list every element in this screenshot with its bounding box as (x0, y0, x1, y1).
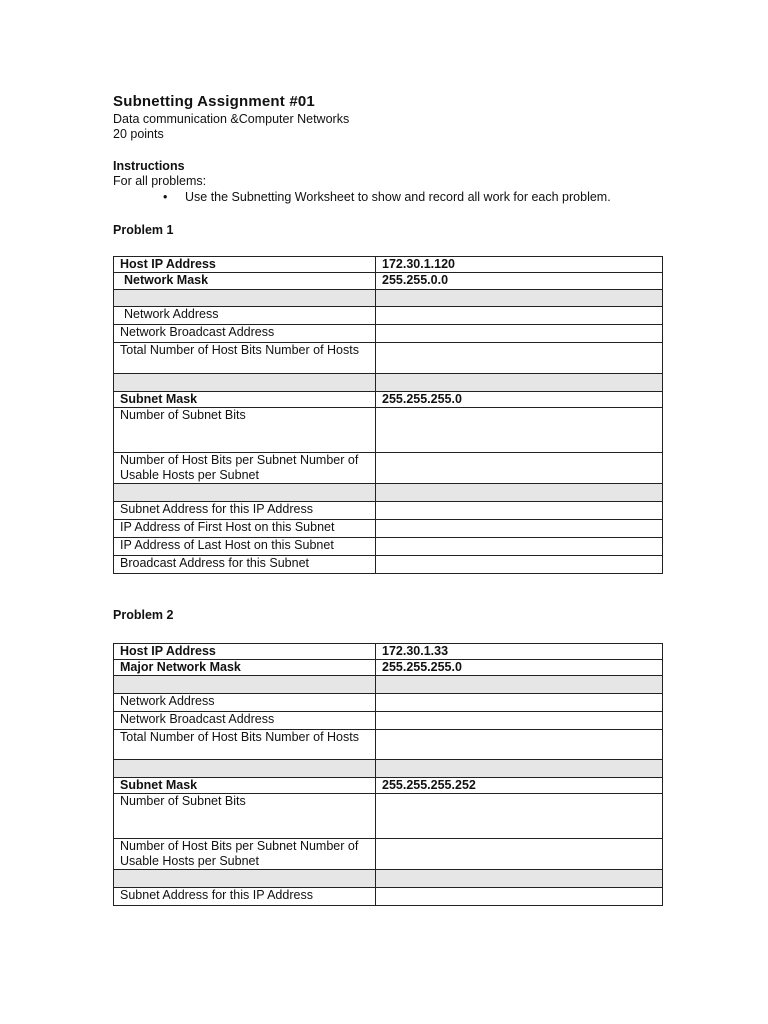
table-row (114, 257, 663, 273)
cell-label: Broadcast Address for this Subnet (114, 556, 376, 574)
cell-label (114, 307, 376, 325)
table-row (114, 556, 663, 574)
cell-value (376, 290, 663, 307)
table-row (114, 839, 663, 870)
cell-value (376, 556, 663, 574)
table-row (114, 794, 663, 839)
table-row (114, 502, 663, 520)
cell-label (114, 273, 376, 290)
instructions-bullet (163, 190, 611, 204)
cell-label: Total Number of Host Bits Number of Hosts (114, 343, 376, 374)
cell-value: 255.255.255.252 (376, 778, 663, 794)
cell-label: Number of Subnet Bits (114, 794, 376, 839)
bullet-text: Use the Subnetting Worksheet to show and record all work for each problem. (185, 190, 611, 204)
cell-value (376, 343, 663, 374)
instructions-intro: For all problems: (113, 174, 207, 188)
cell-value (376, 374, 663, 392)
table-row (114, 374, 663, 392)
cell-value: 172.30.1.120 (376, 257, 663, 273)
table-row (114, 644, 663, 660)
table-row (114, 273, 663, 290)
cell-label (114, 290, 376, 307)
cell-label: Network Address (114, 694, 376, 712)
table-row (114, 676, 663, 694)
cell-label: Network Broadcast Address (114, 712, 376, 730)
problem2-table (113, 643, 663, 906)
table-row (114, 870, 663, 888)
assignment-title: Subnetting Assignment #01 (113, 93, 315, 110)
table-row (114, 778, 663, 794)
cell-label: Major Network Mask (114, 660, 376, 676)
table-row (114, 453, 663, 484)
cell-value (376, 712, 663, 730)
cell-value (376, 676, 663, 694)
cell-value (376, 520, 663, 538)
cell-label (114, 484, 376, 502)
cell-label: Subnet Address for this IP Address (114, 502, 376, 520)
bullet-icon: • (163, 190, 168, 204)
cell-label: IP Address of Last Host on this Subnet (114, 538, 376, 556)
cell-label: Total Number of Host Bits Number of Hosts (114, 730, 376, 760)
cell-label: Number of Subnet Bits (114, 408, 376, 453)
table-row (114, 520, 663, 538)
instructions-heading: Instructions (113, 159, 185, 173)
cell-label: Subnet Mask (114, 778, 376, 794)
cell-label-text: Network Address (124, 307, 219, 321)
table-row (114, 694, 663, 712)
cell-value (376, 538, 663, 556)
cell-label: Number of Host Bits per Subnet Number of Usable Hosts per Subnet (114, 453, 376, 484)
table-row (114, 730, 663, 760)
table-row (114, 307, 663, 325)
cell-value (376, 794, 663, 839)
problem1-heading: Problem 1 (113, 223, 174, 237)
cell-label (114, 760, 376, 778)
cell-value (376, 730, 663, 760)
cell-value (376, 839, 663, 870)
cell-value (376, 484, 663, 502)
table-row (114, 760, 663, 778)
cell-value (376, 453, 663, 484)
cell-label (114, 374, 376, 392)
cell-value (376, 694, 663, 712)
table-row (114, 290, 663, 307)
cell-value (376, 408, 663, 453)
cell-value (376, 502, 663, 520)
cell-value (376, 325, 663, 343)
cell-value (376, 888, 663, 906)
problem1-table (113, 256, 663, 574)
table-row (114, 660, 663, 676)
cell-label-text: Network Mask (124, 273, 209, 287)
cell-value: 255.255.255.0 (376, 392, 663, 408)
cell-label: Subnet Address for this IP Address (114, 888, 376, 906)
cell-value (376, 870, 663, 888)
cell-value (376, 307, 663, 325)
cell-label: Host IP Address (114, 257, 376, 273)
table-row (114, 343, 663, 374)
cell-label: Number of Host Bits per Subnet Number of Usable Hosts per Subnet (114, 839, 376, 870)
cell-label: Host IP Address (114, 644, 376, 660)
cell-value: 172.30.1.33 (376, 644, 663, 660)
table-row (114, 408, 663, 453)
cell-label (114, 676, 376, 694)
cell-label: IP Address of First Host on this Subnet (114, 520, 376, 538)
table-row (114, 325, 663, 343)
points-text: 20 points (113, 127, 164, 141)
course-name: Data communication &Computer Networks (113, 112, 350, 126)
table-row (114, 888, 663, 906)
cell-label: Network Broadcast Address (114, 325, 376, 343)
table-row (114, 538, 663, 556)
cell-value (376, 760, 663, 778)
problem2-heading: Problem 2 (113, 608, 174, 622)
cell-value: 255.255.255.0 (376, 660, 663, 676)
cell-value: 255.255.0.0 (376, 273, 663, 290)
table-row (114, 392, 663, 408)
table-row (114, 484, 663, 502)
table-row (114, 712, 663, 730)
cell-label (114, 870, 376, 888)
cell-label: Subnet Mask (114, 392, 376, 408)
